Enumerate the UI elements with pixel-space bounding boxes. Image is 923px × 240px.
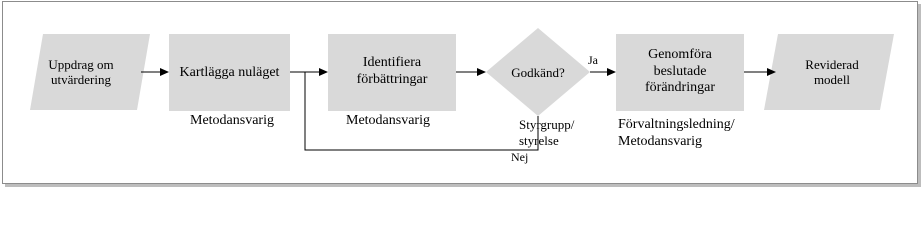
implement-label: Genomföra beslutade förändringar xyxy=(645,47,715,96)
start-label: Uppdrag om utvärdering xyxy=(48,56,114,87)
yes-edge-label: Ja xyxy=(588,53,598,67)
decision-role-label: Styrgrupp/ styrelse xyxy=(519,117,575,148)
identify-label: Identifiera förbättringar xyxy=(356,55,428,87)
no-edge-label: Nej xyxy=(511,150,529,164)
map-label: Kartlägga nuläget xyxy=(179,64,280,80)
decision-label: Godkänd? xyxy=(511,65,565,81)
identify-role-label: Metodansvarig xyxy=(346,113,430,128)
implement-role-label: Förvaltningsledning/ Metodansvarig xyxy=(618,117,735,149)
map-role-label: Metodansvarig xyxy=(190,113,274,128)
end-label: Reviderad modell xyxy=(805,56,859,87)
